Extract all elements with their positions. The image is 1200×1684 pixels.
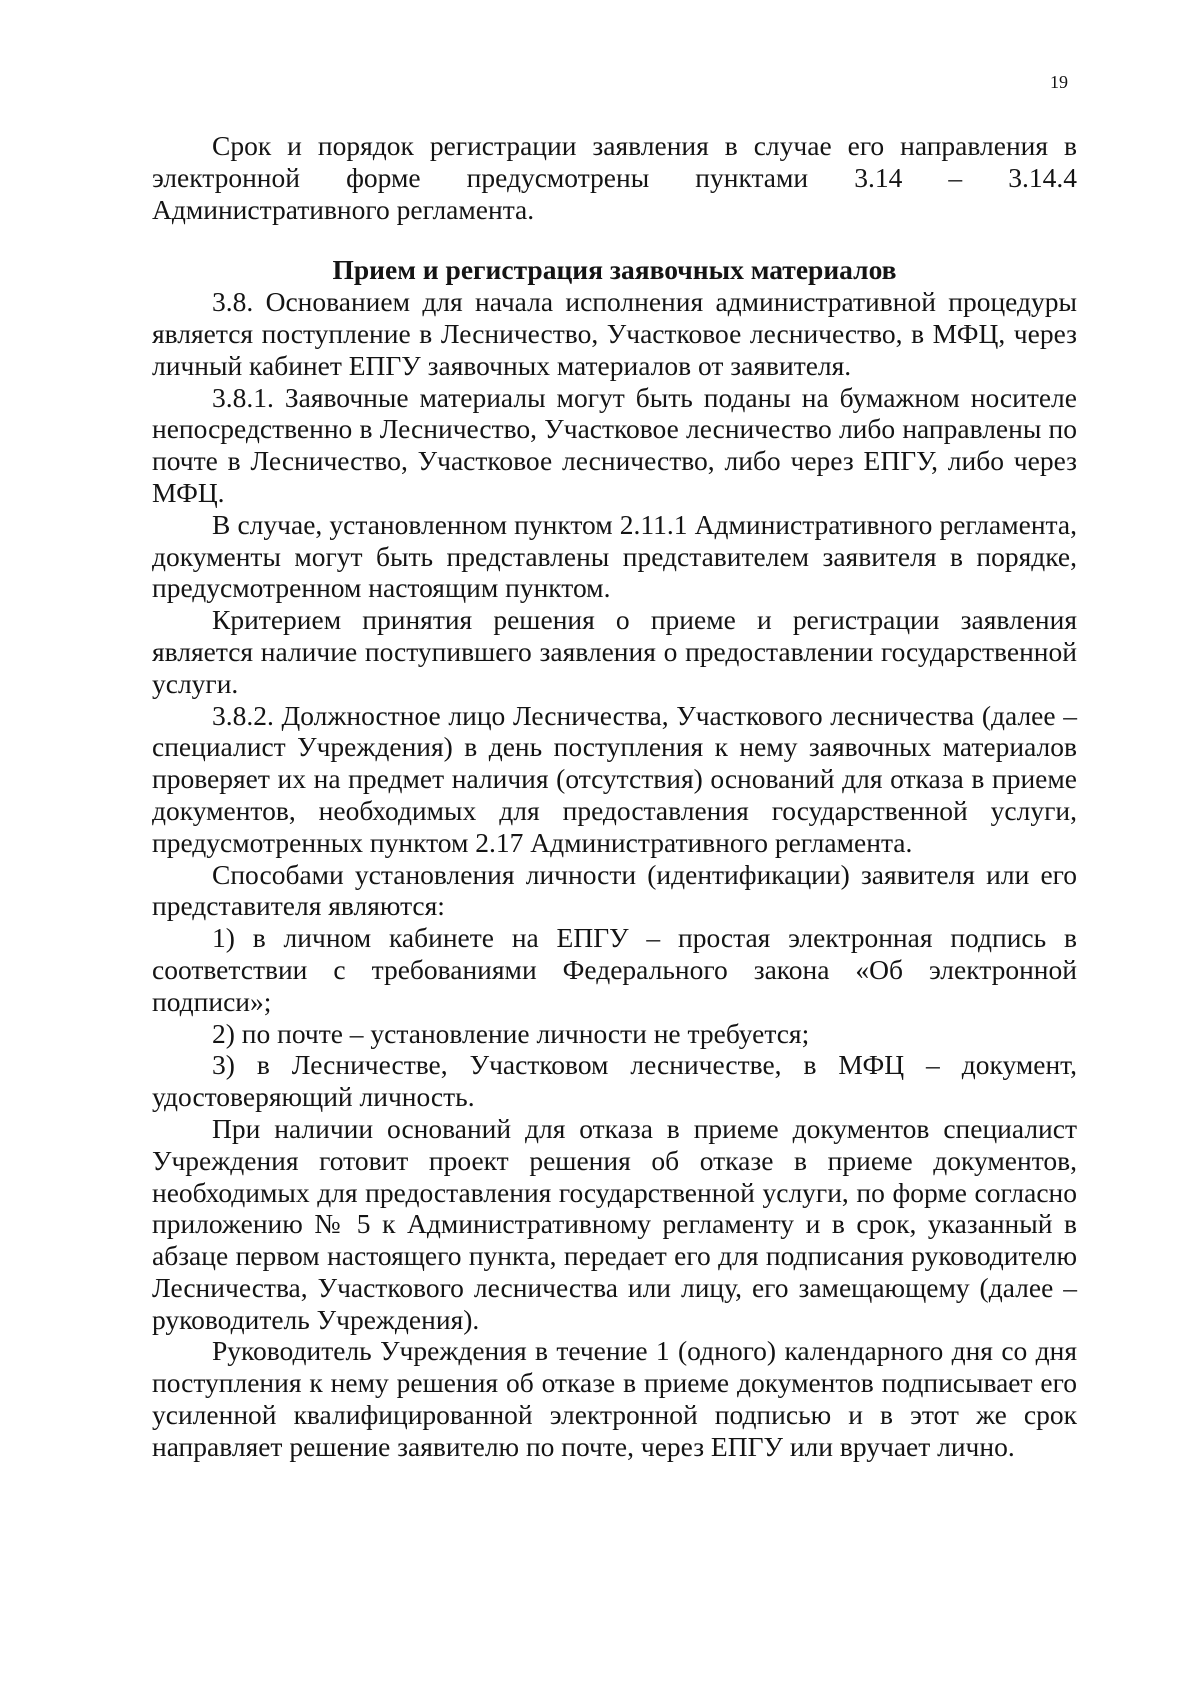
section-title: Прием и регистрация заявочных материалов	[332, 254, 897, 286]
list-item-post: 2) по почте – установление личности не требуется;	[212, 1017, 810, 1049]
paragraph-3-8-2: 3.8.2. Должностное лицо Лесничества, Участкового лесничества (далее – специалист Учреждения) в день поступления к нему заявочных материалов проверяет их на предмет наличия (отсутствия) оснований для отказа в приеме документов, необходимых для предоставления государственной услуги, предусмотренных пунктом 2.17 Административного регламента.	[152, 699, 1077, 858]
intro-paragraph: Срок и порядок регистрации заявления в случае его направления в электронной форме предусмотрены пунктами 3.14 – 3.14.4 Административного регламента.	[152, 130, 1077, 225]
paragraph-refusal-signing: Руководитель Учреждения в течение 1 (одного) календарного дня со дня поступления к нему решения об отказе в приеме документов подписывает его усиленной квалифицированной электронной подписью и в этот же срок направляет решение заявителю по почте, через ЕПГУ или вручает лично.	[152, 1335, 1077, 1462]
page-number: 19	[1050, 72, 1068, 92]
paragraph-representative: В случае, установленном пунктом 2.11.1 Административного регламента, документы могут быть представлены представителем заявителя в порядке, предусмотренном настоящим пунктом.	[152, 508, 1077, 604]
list-item-epgu: 1) в личном кабинете на ЕПГУ – простая электронная подпись в соответствии с требованиями Федерального закона «Об электронной подписи»;	[152, 922, 1077, 1017]
list-item-in-person: 3) в Лесничестве, Участковом лесничестве, в МФЦ – документ, удостоверяющий личность.	[152, 1049, 1077, 1113]
paragraph-refusal-draft: При наличии оснований для отказа в приеме документов специалист Учреждения готовит проект решения об отказе в приеме документов, необходимых для предоставления государственной услуги, по форме согласно приложению № 5 к Административному регламенту и в срок, указанный в абзаце первом настоящего пункта, передает его для подписания руководителю Лесничества, Участкового лесничества или лицу, его замещающему (далее – руководитель Учреждения).	[152, 1112, 1077, 1335]
document-body	[152, 130, 1077, 1463]
paragraph-3-8: 3.8. Основанием для начала исполнения административной процедуры является поступление в Лесничество, Участковое лесничество, в МФЦ, через личный кабинет ЕПГУ заявочных материалов от заявителя.	[152, 286, 1077, 381]
paragraph-3-8-1: 3.8.1. Заявочные материалы могут быть поданы на бумажном носителе непосредственно в Лесничество, Участковое лесничество либо направлены по почте в Лесничество, Участковое лесничество, либо через ЕПГУ, либо через МФЦ.	[152, 381, 1077, 508]
paragraph-identification-methods: Способами установления личности (идентификации) заявителя или его представителя являются:	[152, 858, 1077, 922]
paragraph-criterion: Критерием принятия решения о приеме и регистрации заявления является наличие поступившего заявления о предоставлении государственной услуги.	[152, 604, 1077, 699]
